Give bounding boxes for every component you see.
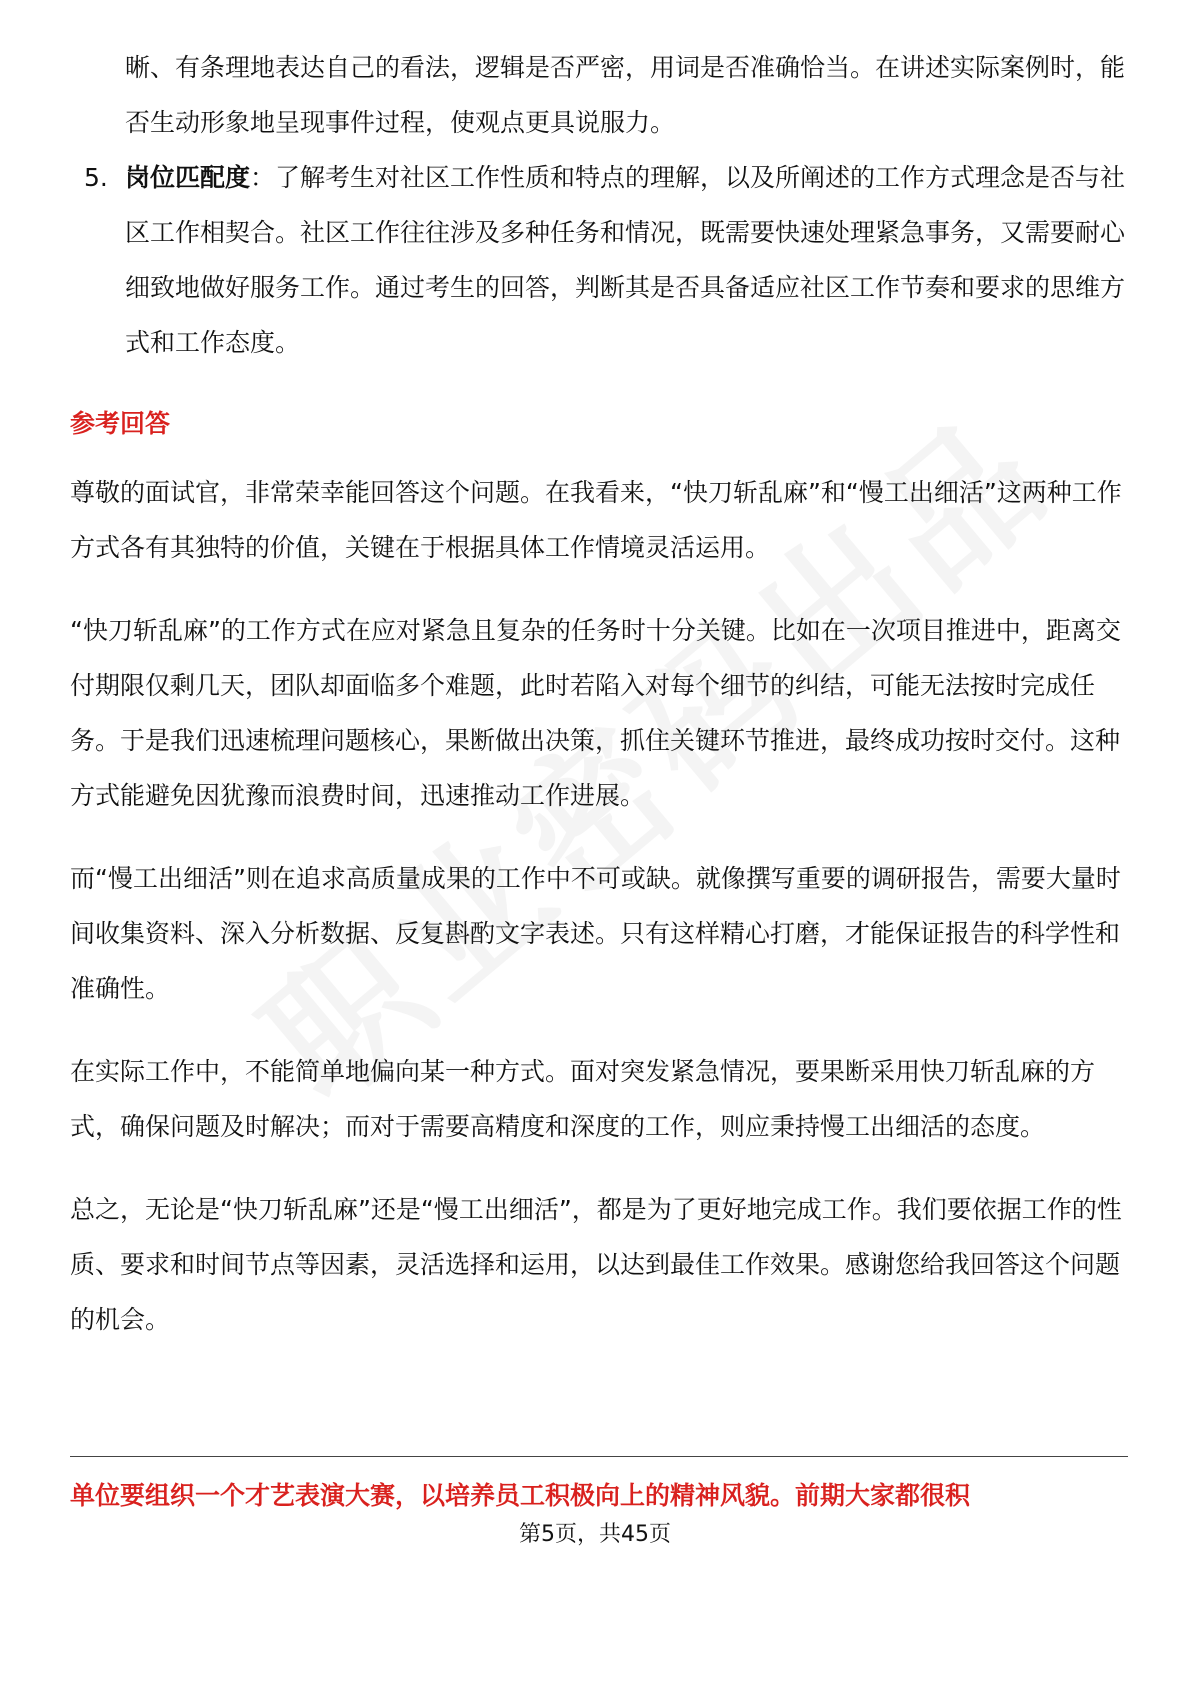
criterion-continuation: 晰、有条理地表达自己的看法，逻辑是否严密，用词是否准确恰当。在讲述实际案例时，能否生动形象地呈现事件过程，使观点更具说服力。	[125, 53, 1126, 137]
criterion-number: 5.	[84, 163, 108, 192]
criterion-body	[125, 150, 1128, 370]
criterion-term: 岗位匹配度	[125, 163, 251, 192]
footer-divider	[70, 1456, 1128, 1457]
answer-paragraph: 而“慢工出细活”则在追求高质量成果的工作中不可或缺。就像撰写重要的调研报告，需要大量时间收集资料、深入分析数据、反复斟酌文字表述。只有这样精心打磨，才能保证报告的科学性和准确性。	[70, 864, 1121, 1003]
answer-paragraph: 在实际工作中，不能简单地偏向某一种方式。面对突发紧急情况，要果断采用快刀斩乱麻的方式，确保问题及时解决；而对于需要高精度和深度的工作，则应秉持慢工出细活的态度。	[70, 1057, 1096, 1141]
criterion-text: 了解考生对社区工作性质和特点的理解，以及所阐述的工作方式理念是否与社区工作相契合。社区工作往往涉及多种任务和情况，既需要快速处理紧急事务，又需要耐心细致地做好服务工作。通过考生的回答，判断其是否具备适应社区工作节奏和要求的思维方式和工作态度。	[125, 163, 1126, 357]
answer-paragraph: “快刀斩乱麻”的工作方式在应对紧急且复杂的任务时十分关键。比如在一次项目推进中，距离交付期限仅剩几天，团队却面临多个难题，此时若陷入对每个细节的纠结，可能无法按时完成任务。于是我们迅速梳理问题核心，果断做出决策，抓住关键环节推进，最终成功按时交付。这种方式能避免因犹豫而浪费时间，迅速推动工作进展。	[70, 616, 1121, 810]
answer-paragraph: 尊敬的面试官，非常荣幸能回答这个问题。在我看来，“快刀斩乱麻”和“慢工出细活”这两种工作方式各有其独特的价值，关键在于根据具体工作情境灵活运用。	[70, 478, 1122, 562]
footer-teaser: 单位要组织一个才艺表演大赛，以培养员工积极向上的精神风貌。前期大家都很积	[70, 1481, 971, 1510]
answer-paragraph: 总之，无论是“快刀斩乱麻”还是“慢工出细活”，都是为了更好地完成工作。我们要依据工作的性质、要求和时间节点等因素，灵活选择和运用，以达到最佳工作效果。感谢您给我回答这个问题的机会。	[70, 1195, 1122, 1334]
answer-heading: 参考回答	[70, 409, 171, 438]
criterion-item	[70, 150, 1128, 370]
page-number: 第5页，共45页	[519, 1522, 671, 1547]
page-content	[70, 40, 1128, 1375]
criterion-separator: ：	[250, 163, 276, 192]
